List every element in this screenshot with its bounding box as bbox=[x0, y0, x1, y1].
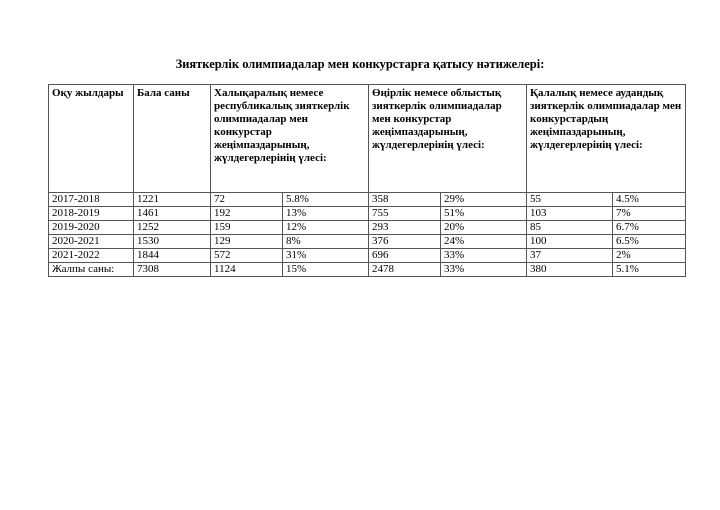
document-title: Зияткерлік олимпиадалар мен конкурстарға қатысу нәтижелері: bbox=[175, 57, 545, 71]
header-regional: Өңірлік немесе облыстық зияткерлік олимпиадалар мен конкурстар жеңімпаздарының, жүлдегерлерінің үлесі: bbox=[369, 85, 527, 193]
cell-reg-count: 376 bbox=[369, 235, 441, 249]
cell-count: 1252 bbox=[134, 221, 211, 235]
header-row bbox=[49, 85, 686, 193]
cell-year: 2020-2021 bbox=[49, 235, 134, 249]
cell-intl-percent: 12% bbox=[283, 221, 369, 235]
cell-year: 2017-2018 bbox=[49, 193, 134, 207]
cell-total-reg-count: 2478 bbox=[369, 263, 441, 277]
cell-city-count: 103 bbox=[527, 207, 613, 221]
header-international: Халықаралық немесе республикалық зияткерлік олимпиадалар мен конкурстар жеңімпаздарының, жүлдегерлерінің үлесі: bbox=[211, 85, 369, 193]
cell-reg-percent: 20% bbox=[441, 221, 527, 235]
table-row bbox=[49, 249, 686, 263]
cell-year: 2021-2022 bbox=[49, 249, 134, 263]
results-table bbox=[48, 84, 686, 277]
cell-city-count: 100 bbox=[527, 235, 613, 249]
cell-city-count: 37 bbox=[527, 249, 613, 263]
cell-city-count: 85 bbox=[527, 221, 613, 235]
cell-total-city-percent: 5.1% bbox=[613, 263, 686, 277]
cell-reg-percent: 51% bbox=[441, 207, 527, 221]
cell-total-label: Жалпы саны: bbox=[49, 263, 134, 277]
cell-city-percent: 6.7% bbox=[613, 221, 686, 235]
cell-city-percent: 4.5% bbox=[613, 193, 686, 207]
cell-total-intl-percent: 15% bbox=[283, 263, 369, 277]
cell-reg-percent: 29% bbox=[441, 193, 527, 207]
cell-intl-count: 72 bbox=[211, 193, 283, 207]
cell-reg-count: 755 bbox=[369, 207, 441, 221]
cell-total-intl-count: 1124 bbox=[211, 263, 283, 277]
table-row bbox=[49, 221, 686, 235]
cell-reg-count: 293 bbox=[369, 221, 441, 235]
cell-city-percent: 6.5% bbox=[613, 235, 686, 249]
table-row bbox=[49, 235, 686, 249]
cell-reg-percent: 33% bbox=[441, 249, 527, 263]
cell-city-percent: 2% bbox=[613, 249, 686, 263]
cell-count: 1221 bbox=[134, 193, 211, 207]
cell-intl-count: 572 bbox=[211, 249, 283, 263]
header-city: Қалалық немесе аудандық зияткерлік олимпиадалар мен конкурстардың жеңімпаздарының, жүлдегерлерінің үлесі: bbox=[527, 85, 686, 193]
cell-intl-percent: 8% bbox=[283, 235, 369, 249]
header-years: Оқу жылдары bbox=[49, 85, 134, 193]
cell-count: 1530 bbox=[134, 235, 211, 249]
cell-city-count: 55 bbox=[527, 193, 613, 207]
cell-reg-percent: 24% bbox=[441, 235, 527, 249]
cell-intl-percent: 31% bbox=[283, 249, 369, 263]
header-count: Бала саны bbox=[134, 85, 211, 193]
cell-total-reg-percent: 33% bbox=[441, 263, 527, 277]
cell-intl-count: 159 bbox=[211, 221, 283, 235]
cell-intl-count: 192 bbox=[211, 207, 283, 221]
cell-reg-count: 358 bbox=[369, 193, 441, 207]
cell-city-percent: 7% bbox=[613, 207, 686, 221]
cell-intl-percent: 13% bbox=[283, 207, 369, 221]
cell-count: 1461 bbox=[134, 207, 211, 221]
cell-year: 2019-2020 bbox=[49, 221, 134, 235]
cell-count: 1844 bbox=[134, 249, 211, 263]
cell-year: 2018-2019 bbox=[49, 207, 134, 221]
cell-reg-count: 696 bbox=[369, 249, 441, 263]
cell-intl-count: 129 bbox=[211, 235, 283, 249]
cell-intl-percent: 5.8% bbox=[283, 193, 369, 207]
total-row bbox=[49, 263, 686, 277]
table-row bbox=[49, 193, 686, 207]
cell-total-count: 7308 bbox=[134, 263, 211, 277]
table-row bbox=[49, 207, 686, 221]
cell-total-city-count: 380 bbox=[527, 263, 613, 277]
